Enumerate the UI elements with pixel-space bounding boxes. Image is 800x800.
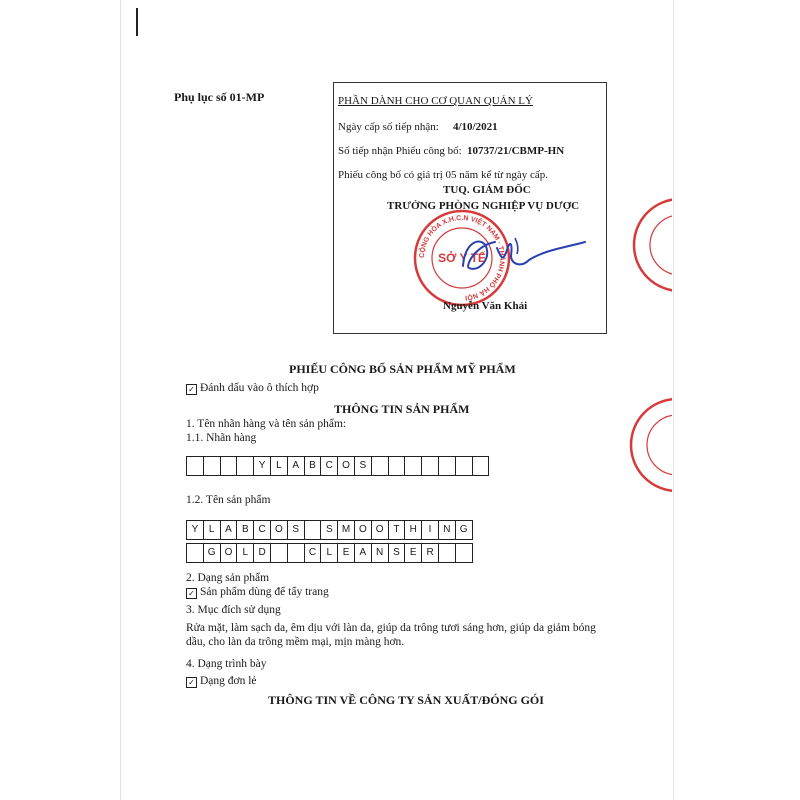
- letter-cell: [388, 456, 406, 476]
- question-1: 1. Tên nhãn hàng và tên sản phẩm:: [186, 418, 347, 430]
- letter-cell: [371, 456, 389, 476]
- letter-cell: L: [203, 520, 221, 540]
- letter-cell: [455, 543, 473, 563]
- letter-cell: S: [320, 520, 338, 540]
- letter-cell: E: [337, 543, 355, 563]
- letter-cell: G: [203, 543, 221, 563]
- letter-cell: N: [371, 543, 389, 563]
- stamp-ring-text: CỘNG HÒA X.H.C.N VIỆT NAM · THÀNH PHỐ HÀ NỘI: [418, 214, 506, 301]
- annex-label: Phụ lục số 01-MP: [174, 90, 265, 104]
- letter-cell: O: [337, 456, 355, 476]
- letter-cell: [270, 543, 288, 563]
- letter-cell: [404, 456, 422, 476]
- letter-cell: L: [270, 456, 288, 476]
- letter-cell: E: [404, 543, 422, 563]
- signer-title-1: TUQ. GIÁM ĐỐC: [443, 184, 531, 196]
- letter-cell: [203, 456, 221, 476]
- scan-mark: [136, 8, 138, 36]
- letter-cell: [421, 456, 439, 476]
- letter-cell: [472, 456, 490, 476]
- letter-cell: B: [236, 520, 254, 540]
- question-3-answer-line-2: dầu, cho làn da trông mềm mại, mịn màng hơn.: [186, 636, 405, 648]
- letter-cell: O: [270, 520, 288, 540]
- question-1-1: 1.1. Nhãn hàng: [186, 432, 257, 444]
- letter-cell: [304, 520, 322, 540]
- letter-cell: [186, 456, 204, 476]
- receipt-number-value: 10737/21/CBMP-HN: [467, 145, 565, 157]
- letter-cell: S: [354, 456, 372, 476]
- form-title: PHIẾU CÔNG BỐ SẢN PHẨM MỸ PHẨM: [289, 362, 516, 376]
- letter-cell: O: [220, 543, 238, 563]
- product-grid-row-2: [187, 543, 473, 563]
- letter-cell: A: [220, 520, 238, 540]
- management-header: PHẦN DÀNH CHO CƠ QUAN QUẢN LÝ: [338, 95, 533, 107]
- letter-cell: Y: [186, 520, 204, 540]
- letter-cell: [287, 543, 305, 563]
- receipt-date-label: Ngày cấp số tiếp nhận:: [338, 121, 439, 133]
- letter-cell: M: [337, 520, 355, 540]
- checked-box-icon: ✓: [186, 677, 197, 688]
- letter-cell: [220, 456, 238, 476]
- letter-cell: R: [421, 543, 439, 563]
- signer-title-2: TRƯỞNG PHÒNG NGHIỆP VỤ DƯỢC: [387, 200, 580, 212]
- question-4-answer: ✓ Dạng đơn lẻ: [186, 675, 257, 688]
- check-instruction: ✓ Đánh dấu vào ô thích hợp: [186, 382, 319, 395]
- signature: [455, 228, 595, 288]
- letter-cell: [186, 543, 204, 563]
- letter-cell: A: [287, 456, 305, 476]
- letter-cell: S: [287, 520, 305, 540]
- checked-box-icon: ✓: [186, 588, 197, 599]
- section-company: THÔNG TIN VỀ CÔNG TY SẢN XUẤT/ĐÓNG GÓI: [268, 693, 544, 707]
- checked-box-icon: ✓: [186, 384, 197, 395]
- side-stamp-top: [630, 195, 672, 295]
- letter-cell: S: [388, 543, 406, 563]
- letter-cell: L: [320, 543, 338, 563]
- signer-name: Nguyễn Văn Khải: [443, 300, 528, 312]
- side-stamp-bottom: [625, 395, 672, 495]
- letter-cell: T: [388, 520, 406, 540]
- letter-cell: D: [253, 543, 271, 563]
- letter-cell: O: [354, 520, 372, 540]
- letter-cell: [438, 456, 456, 476]
- receipt-number-label: Số tiếp nhận Phiếu công bố:: [338, 145, 462, 157]
- letter-cell: C: [320, 456, 338, 476]
- letter-cell: N: [438, 520, 456, 540]
- receipt-date-value: 4/10/2021: [453, 121, 498, 133]
- letter-cell: L: [236, 543, 254, 563]
- question-1-2: 1.2. Tên sản phẩm: [186, 494, 271, 506]
- stamp-center-text: SỞ Y TẾ: [438, 251, 486, 265]
- letter-cell: C: [253, 520, 271, 540]
- letter-cell: B: [304, 456, 322, 476]
- question-4: 4. Dạng trình bày: [186, 658, 267, 670]
- letter-cell: C: [304, 543, 322, 563]
- question-3: 3. Mục đích sử dụng: [186, 604, 281, 616]
- letter-cell: I: [421, 520, 439, 540]
- letter-cell: [236, 456, 254, 476]
- letter-cell: G: [455, 520, 473, 540]
- product-grid-row-1: [187, 520, 473, 540]
- letter-cell: A: [354, 543, 372, 563]
- letter-cell: [455, 456, 473, 476]
- letter-cell: Y: [253, 456, 271, 476]
- brand-grid: [187, 456, 489, 476]
- letter-cell: [438, 543, 456, 563]
- section-product: THÔNG TIN SẢN PHẨM: [334, 402, 470, 416]
- question-2-answer: ✓ Sản phẩm dùng để tẩy trang: [186, 586, 329, 599]
- question-3-answer-line-1: Rửa mặt, làm sạch da, êm dịu với làn da, giúp da trông tươi sáng hơn, giúp da giảm bóng: [186, 622, 596, 634]
- question-2: 2. Dạng sản phẩm: [186, 572, 270, 584]
- letter-cell: H: [404, 520, 422, 540]
- validity-text: Phiếu công bố có giá trị 05 năm kể từ ngày cấp.: [338, 169, 549, 181]
- letter-cell: O: [371, 520, 389, 540]
